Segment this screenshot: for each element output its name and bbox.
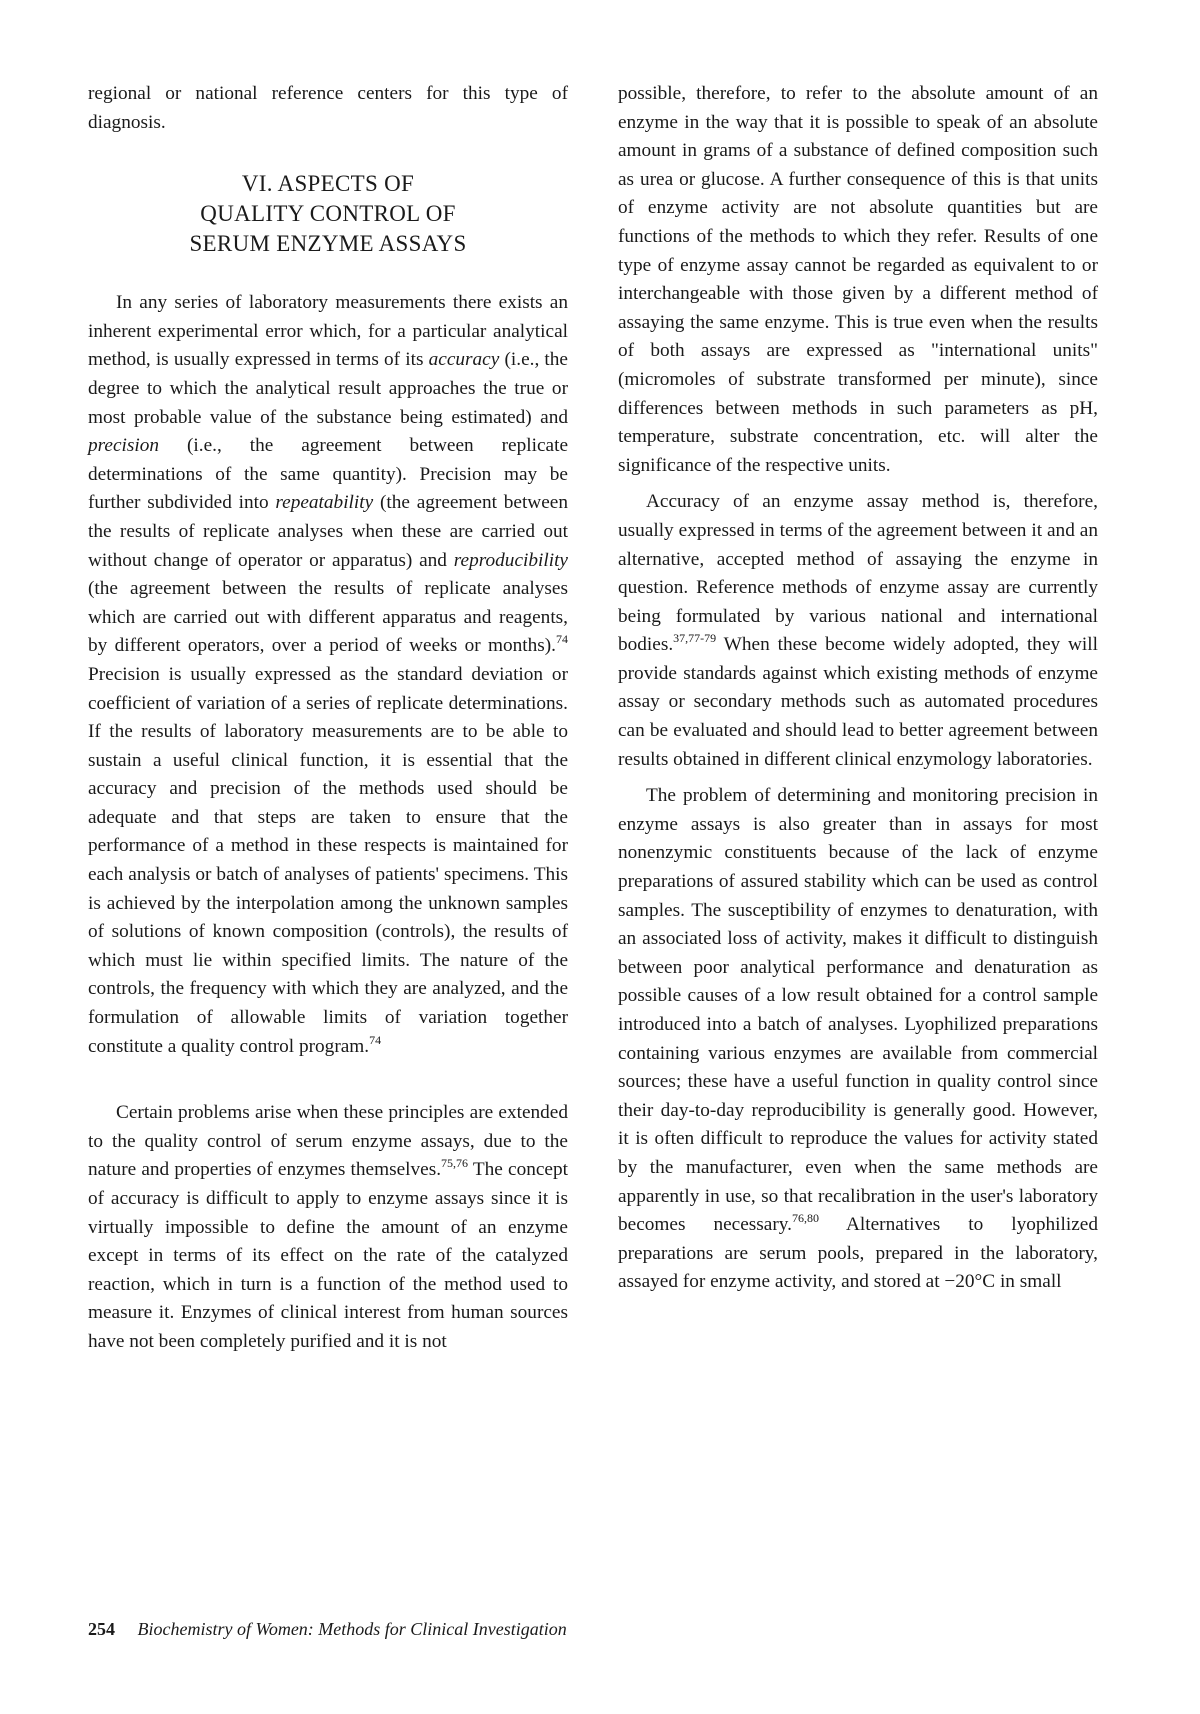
section-heading	[88, 169, 568, 259]
text-run: The problem of determining and monitoring precision in enzyme assays is also greater than in assays for most nonenzymic constituents because of the lack of enzyme preparations of assured stability which can be used as control samples. The susceptibility of enzymes to denaturation, with an associated loss of activity, makes it difficult to distinguish between poor analytical performance and denaturation as possible causes of a low result obtained for a control sample introduced into a batch of analyses. Lyophilized preparations containing various enzymes are available from commercial sources; these have a useful function in quality control since their day-to-day reproducibility is generally good. However, it is often difficult to reproduce the values for activity stated by the manufacturer, even when the same methods are apparently in use, so that recalibration in the user's laboratory becomes necessary.	[618, 785, 1098, 1236]
page-footer	[88, 1617, 567, 1641]
text-run: Certain problems arise when these principles are extended to the quality control of serum enzyme assays, due to the nature and properties of enzymes themselves.	[88, 1102, 568, 1181]
heading-line-3: SERUM ENZYME ASSAYS	[189, 231, 467, 257]
text-run: Alternatives to lyophilized preparations are serum pools, prepared in the laboratory, assayed for enzyme activity, and stored at −20°C in small	[618, 1214, 1098, 1293]
citation-superscript: 75,76	[441, 1156, 469, 1171]
citation-superscript: 74	[369, 1032, 382, 1047]
citation-superscript: 76,80	[792, 1211, 819, 1226]
paragraph-precision-problem	[618, 782, 1098, 1297]
text-run: (the agreement between the results of replicate analyses which are carried out with different apparatus and reagents, by different operators, over a period of weeks or months).	[88, 578, 568, 657]
text-run: (i.e., the agreement between replicate determinations of the same quantity). Precision may be further subdivided into	[88, 435, 568, 514]
paragraph-continuation: possible, therefore, to refer to the absolute amount of an enzyme in the way that it is possible to speak of an absolute amount in grams of a substance of defined composition such as urea or glucose. A further consequence of this is that units of enzyme activity are not absolute quantities but are functions of the methods to which they refer. Results of one type of enzyme assay cannot be regarded as equivalent to or interchangeable with those given by a different method of assaying the same enzyme. This is true even when the results of both assays are expressed as "international units" (micromoles of substrate transformed per minute), since differences between methods in such parameters as pH, temperature, substrate concentration, etc. will alter the significance of the respective units.	[618, 83, 1098, 476]
paragraph-accuracy-reference	[618, 488, 1098, 774]
book-title: Biochemistry of Women: Methods for Clinical Investigation	[137, 1619, 567, 1639]
term-accuracy: accuracy	[428, 349, 500, 371]
left-column	[88, 80, 568, 1357]
text-run: Precision is usually expressed as the standard deviation or coefficient of variation of a series of replicate determinations. If the results of laboratory measurements are to be able to sustain a useful clinical function, it is essential that the accuracy and precision of the methods used should be adequate and that steps are taken to ensure that the performance of a method in these respects is maintained for each analysis or batch of analyses of patients' specimens. This is achieved by the interpolation among the unknown samples of solutions of known composition (controls), the results of which must lie within specified limits. The nature of the controls, the frequency with which they are analyzed, and the formulation of allowable limits of variation together constitute a quality control program.	[88, 663, 568, 1057]
page-number: 254	[88, 1619, 115, 1639]
text-run: The concept of accuracy is difficult to apply to enzyme assays since it is virtually impossible to define the amount of an enzyme except in terms of its effect on the rate of the catalyzed reaction, which in turn is a function of the method used to measure it. Enzymes of clinical interest from human sources have not been completely purified and it is not	[88, 1159, 568, 1352]
term-precision: precision	[88, 435, 160, 457]
paragraph-certain-problems	[88, 1099, 568, 1356]
paragraph-continuation: regional or national reference centers for this type of diagnosis.	[88, 83, 568, 133]
right-column	[618, 80, 1098, 1297]
citation-superscript: 74	[556, 632, 568, 647]
text-run: (i.e., the degree to which the analytical result approaches the true or most probable value of the substance being estimated) and	[88, 349, 568, 428]
text-run: (the agreement between the results of replicate analyses when these are carried out without change of operator or apparatus) and	[88, 492, 568, 571]
term-reproducibility: reproducibility	[453, 549, 568, 571]
citation-superscript: 37,77-79	[673, 631, 717, 646]
heading-line-2: QUALITY CONTROL OF	[200, 201, 456, 227]
term-repeatability: repeatability	[275, 492, 374, 514]
paragraph-accuracy-precision	[88, 289, 568, 1061]
heading-line-1: VI. ASPECTS OF	[241, 171, 415, 197]
text-run: In any series of laboratory measurements there exists an inherent experimental error which, for a particular analytical method, is usually expressed in terms of its	[88, 292, 568, 371]
text-run: Accuracy of an enzyme assay method is, therefore, usually expressed in terms of the agreement between it and an alternative, accepted method of assaying the enzyme in question. Reference methods of enzyme assay are currently being formulated by various national and international bodies.	[618, 491, 1098, 656]
text-run: When these become widely adopted, they will provide standards against which existing methods of enzyme assay or secondary methods such as automated procedures can be evaluated and should lead to better agreement between results obtained in different clinical enzymology laboratories.	[618, 634, 1098, 770]
